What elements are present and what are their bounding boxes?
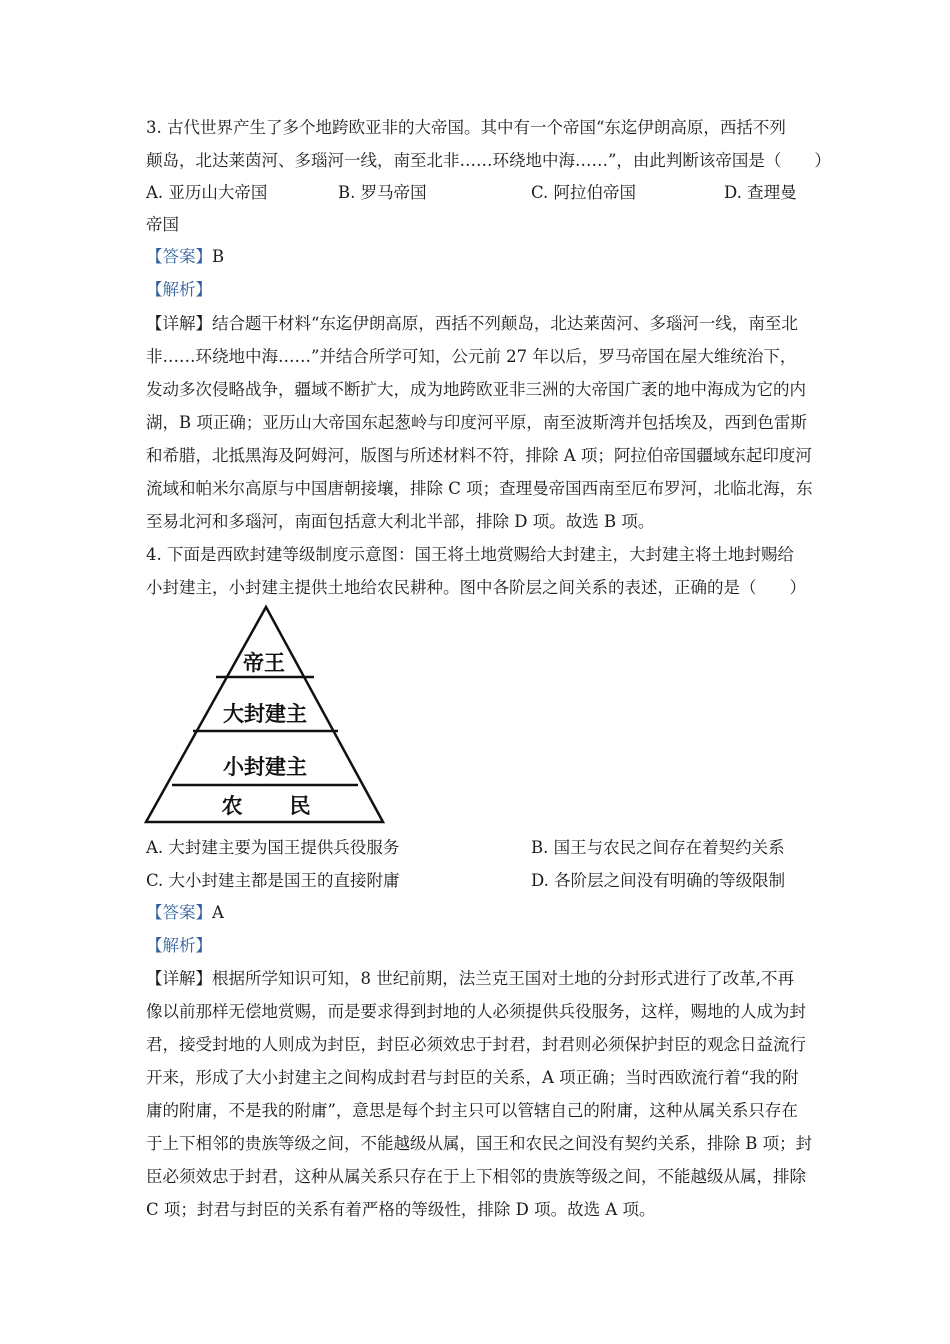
q4-answer-value: A [212, 903, 224, 922]
pyramid-level-peasants-2: 民 [289, 794, 311, 818]
q4-option-c: C. 大小封建主都是国王的直接附庸 [146, 871, 400, 890]
q3-detail-line-1 [146, 313, 816, 335]
q4-detail-line-7: 臣必须效忠于封君，这种从属关系只存在于上下相邻的贵族等级之间，不能越级从属，排除 [146, 1167, 806, 1186]
q4-answer-line [146, 902, 816, 924]
q4-option-a: A. 大封建主要为国王提供兵役服务 [146, 838, 400, 857]
q4-analysis-tag: 【解析】 [146, 936, 212, 955]
q3-answer-value: B [212, 247, 225, 266]
q3-stem-line-2: 颠岛，北达莱茵河、多瑙河一线，南至北非……环绕地中海……”，由此判断该帝国是（ ） [146, 151, 831, 170]
pyramid-level-peasants-1: 农 [221, 794, 243, 818]
q4-detail-line-8: C 项；封君与封臣的关系有着严格的等级性，排除 D 项。故选 A 项。 [146, 1200, 656, 1219]
q3-analysis-tag: 【解析】 [146, 280, 212, 299]
q3-option-c: C. 阿拉伯帝国 [531, 183, 637, 202]
q3-analysis-line [146, 279, 816, 301]
q3-answer-line [146, 246, 816, 268]
q3-option-d: D. 查理曼 [724, 183, 797, 202]
pyramid-level-lesser-lords: 小封建主 [223, 755, 307, 779]
pyramid-level-great-lords: 大封建主 [223, 702, 307, 726]
q4-detail-tag: 【详解】 [146, 969, 212, 988]
q4-detail-line-4: 开来，形成了大小封建主之间构成封君与封臣的关系，A 项正确；当时西欧流行着“我的附 [146, 1068, 799, 1087]
q3-option-a: A. 亚历山大帝国 [146, 183, 268, 202]
q3-option-b: B. 罗马帝国 [338, 183, 427, 202]
q3-answer-tag: 【答案】 [146, 247, 212, 266]
q4-detail-line-5: 庸的附庸，不是我的附庸”，意思是每个封主只可以管辖自己的附庸，这种从属关系只存在 [146, 1101, 798, 1120]
q3-detail-text-1: 结合题干材料“东迄伊朗高原，西括不列颠岛，北达莱茵河、多瑙河一线，南至北 [212, 314, 798, 333]
feudal-hierarchy-pyramid [140, 603, 390, 825]
q3-detail-line-5: 和希腊，北抵黑海及阿姆河，版图与所述材料不符，排除 A 项；阿拉伯帝国疆域东起印度河 [146, 446, 812, 465]
q4-option-d: D. 各阶层之间没有明确的等级限制 [531, 871, 786, 890]
q4-answer-tag: 【答案】 [146, 903, 212, 922]
q3-detail-line-2: 非……环绕地中海……”并结合所学可知，公元前 27 年以后，罗马帝国在屋大维统治下， [146, 347, 797, 366]
pyramid-level-emperor: 帝王 [243, 651, 285, 675]
q3-stem-line-1: 3. 古代世界产生了多个地跨欧亚非的大帝国。其中有一个帝国“东迄伊朗高原，西括不列 [146, 118, 786, 137]
q4-detail-text-1: 根据所学知识可知，8 世纪前期，法兰克王国对土地的分封形式进行了改革,不再 [212, 969, 794, 988]
q4-detail-line-6: 于上下相邻的贵族等级之间，不能越级从属，国王和农民之间没有契约关系，排除 B 项；封 [146, 1134, 813, 1153]
q3-detail-line-6: 流域和帕米尔高原与中国唐朝接壤，排除 C 项；查理曼帝国西南至厄布罗河，北临北海，东 [146, 479, 813, 498]
q3-detail-tag: 【详解】 [146, 314, 212, 333]
q3-detail-line-4: 湖，B 项正确；亚历山大帝国东起葱岭与印度河平原，南至波斯湾并包括埃及，西到色雷斯 [146, 413, 807, 432]
q4-stem-line-2: 小封建主，小封建主提供土地给农民耕种。图中各阶层之间关系的表述，正确的是（ ） [146, 578, 806, 597]
q3-detail-line-7: 至易北河和多瑙河，南面包括意大利北半部，排除 D 项。故选 B 项。 [146, 512, 655, 531]
q4-analysis-line [146, 935, 816, 957]
q3-detail-line-3: 发动多次侵略战争，疆域不断扩大，成为地跨欧亚非三洲的大帝国广袤的地中海成为它的内 [146, 380, 806, 399]
q4-detail-line-1 [146, 968, 816, 990]
q4-stem-line-1: 4. 下面是西欧封建等级制度示意图：国王将土地赏赐给大封建主，大封建主将土地封赐给 [146, 545, 794, 564]
q4-option-b: B. 国王与农民之间存在着契约关系 [531, 838, 785, 857]
q4-detail-line-2: 像以前那样无偿地赏赐，而是要求得到封地的人必须提供兵役服务，这样，赐地的人成为封 [146, 1002, 806, 1021]
q4-detail-line-3: 君，接受封地的人则成为封臣，封臣必须效忠于封君，封君则必须保护封臣的观念日益流行 [146, 1035, 806, 1054]
q3-option-d-wrap: 帝国 [146, 215, 179, 234]
